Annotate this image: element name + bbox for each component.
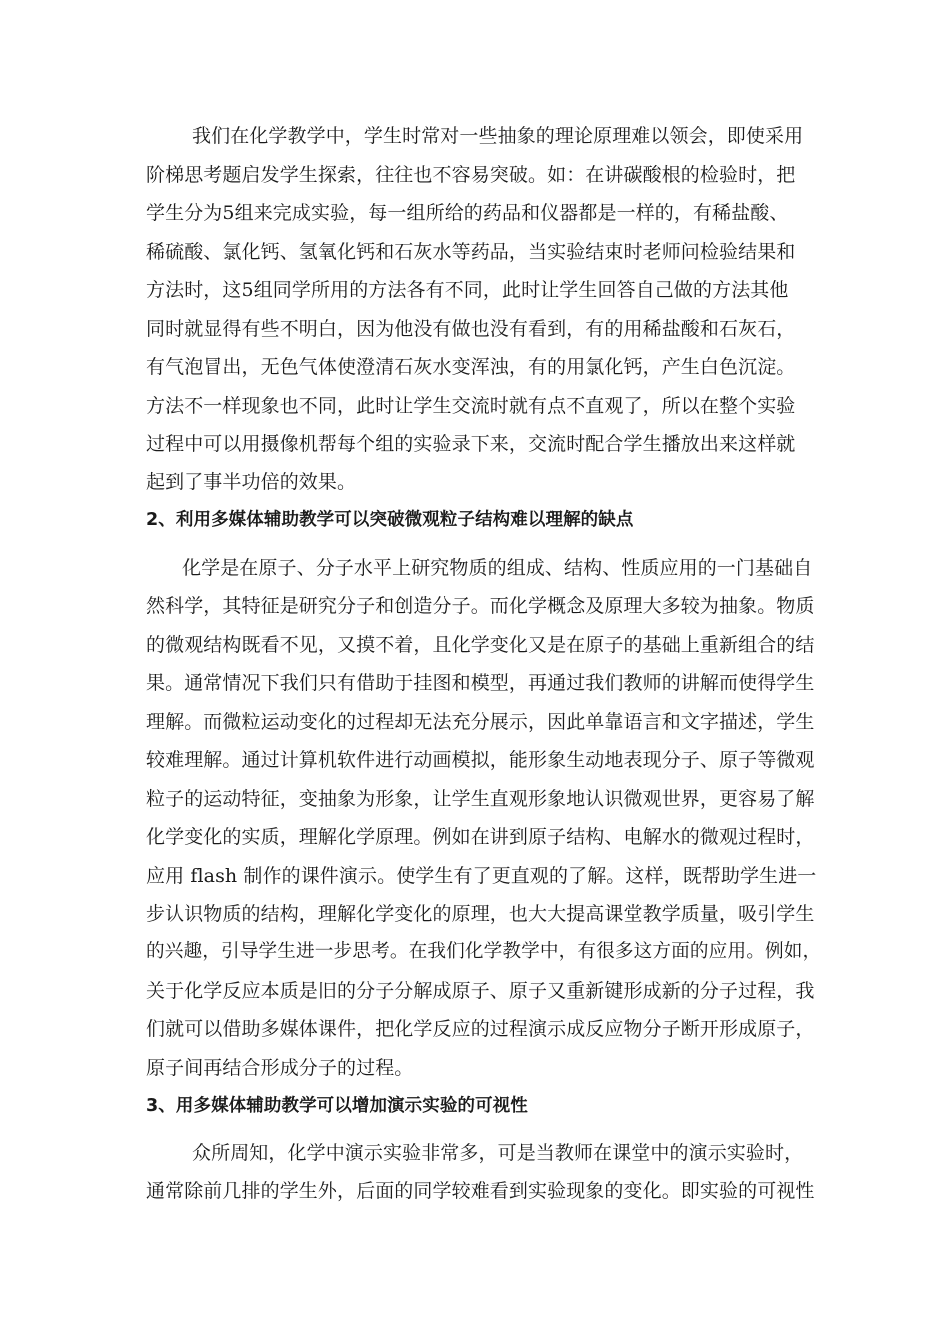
paragraph-2-line: 关于化学反应本质是旧的分子分解成原子、原子又重新键形成新的分子过程，我 <box>146 980 815 1002</box>
paragraph-2-line: 然科学，其特征是研究分子和创造分子。而化学概念及原理大多较为抽象。物质 <box>146 595 815 617</box>
paragraph-3-line: 通常除前几排的学生外，后面的同学较难看到实验现象的变化。即实验的可视性 <box>146 1180 815 1202</box>
paragraph-2-line: 理解。而微粒运动变化的过程却无法充分展示，因此单靠语言和文字描述，学生 <box>146 711 815 733</box>
paragraph-2-line: 原子间再结合形成分子的过程。 <box>146 1057 414 1079</box>
paragraph-1-line: 稀硫酸、氯化钙、氢氧化钙和石灰水等药品，当实验结束时老师问检验结果和 <box>146 241 796 263</box>
paragraph-1-line: 方法不一样现象也不同，此时让学生交流时就有点不直观了，所以在整个实验 <box>146 395 796 417</box>
paragraph-2-line: 化学变化的实质，理解化学原理。例如在讲到原子结构、电解水的微观过程时， <box>146 826 815 848</box>
paragraph-1-line: 过程中可以用摄像机帮每个组的实验录下来，交流时配合学生播放出来这样就 <box>146 433 796 455</box>
paragraph-1-line: 方法时，这5组同学所用的方法各有不同，此时让学生回答自己做的方法其他 <box>146 279 789 301</box>
paragraph-1-line: 学生分为5组来完成实验，每一组所给的药品和仪器都是一样的，有稀盐酸、 <box>146 202 789 224</box>
section-heading-2: 2、利用多媒体辅助教学可以突破微观粒子结构难以理解的缺点 <box>146 510 634 530</box>
paragraph-1-line: 同时就显得有些不明白，因为他没有做也没有看到，有的用稀盐酸和石灰石， <box>146 318 796 340</box>
paragraph-1-line: 我们在化学教学中，学生时常对一些抽象的理论原理难以领会，即使采用 <box>192 125 804 147</box>
paragraph-2-line: 较难理解。通过计算机软件进行动画模拟，能形象生动地表现分子、原子等微观 <box>146 749 815 771</box>
paragraph-2-line: 粒子的运动特征，变抽象为形象，让学生直观形象地认识微观世界，更容易了解 <box>146 788 815 810</box>
paragraph-2-line: 的兴趣，引导学生进一步思考。在我们化学教学中，有很多这方面的应用。例如， <box>146 941 822 962</box>
paragraph-2-line: 果。通常情况下我们只有借助于挂图和模型，再通过我们教师的讲解而使得学生 <box>146 672 815 694</box>
paragraph-2-line: 的微观结构既看不见，又摸不着，且化学变化又是在原子的基础上重新组合的结 <box>146 634 815 656</box>
section-heading-3: 3、用多媒体辅助教学可以增加演示实验的可视性 <box>146 1096 528 1116</box>
paragraph-1-line: 起到了事半功倍的效果。 <box>146 471 357 493</box>
paragraph-2-line: 步认识物质的结构，理解化学变化的原理，也大大提高课堂教学质量，吸引学生 <box>146 903 815 925</box>
paragraph-1-line: 阶梯思考题启发学生探索，往往也不容易突破。如：在讲碳酸根的检验时，把 <box>146 164 796 186</box>
paragraph-2-line: 应用 flash 制作的课件演示。使学生有了更直观的了解。这样，既帮助学生进一 <box>146 865 817 887</box>
paragraph-2-line: 化学是在原子、分子水平上研究物质的组成、结构、性质应用的一门基础自 <box>182 557 813 579</box>
paragraph-2-line: 们就可以借助多媒体课件，把化学反应的过程演示成反应物分子断开形成原子， <box>146 1018 815 1040</box>
paragraph-3-line: 众所周知，化学中演示实验非常多，可是当教师在课堂中的演示实验时， <box>192 1142 804 1164</box>
paragraph-1-line: 有气泡冒出，无色气体使澄清石灰水变浑浊，有的用氯化钙，产生白色沉淀。 <box>146 356 796 378</box>
